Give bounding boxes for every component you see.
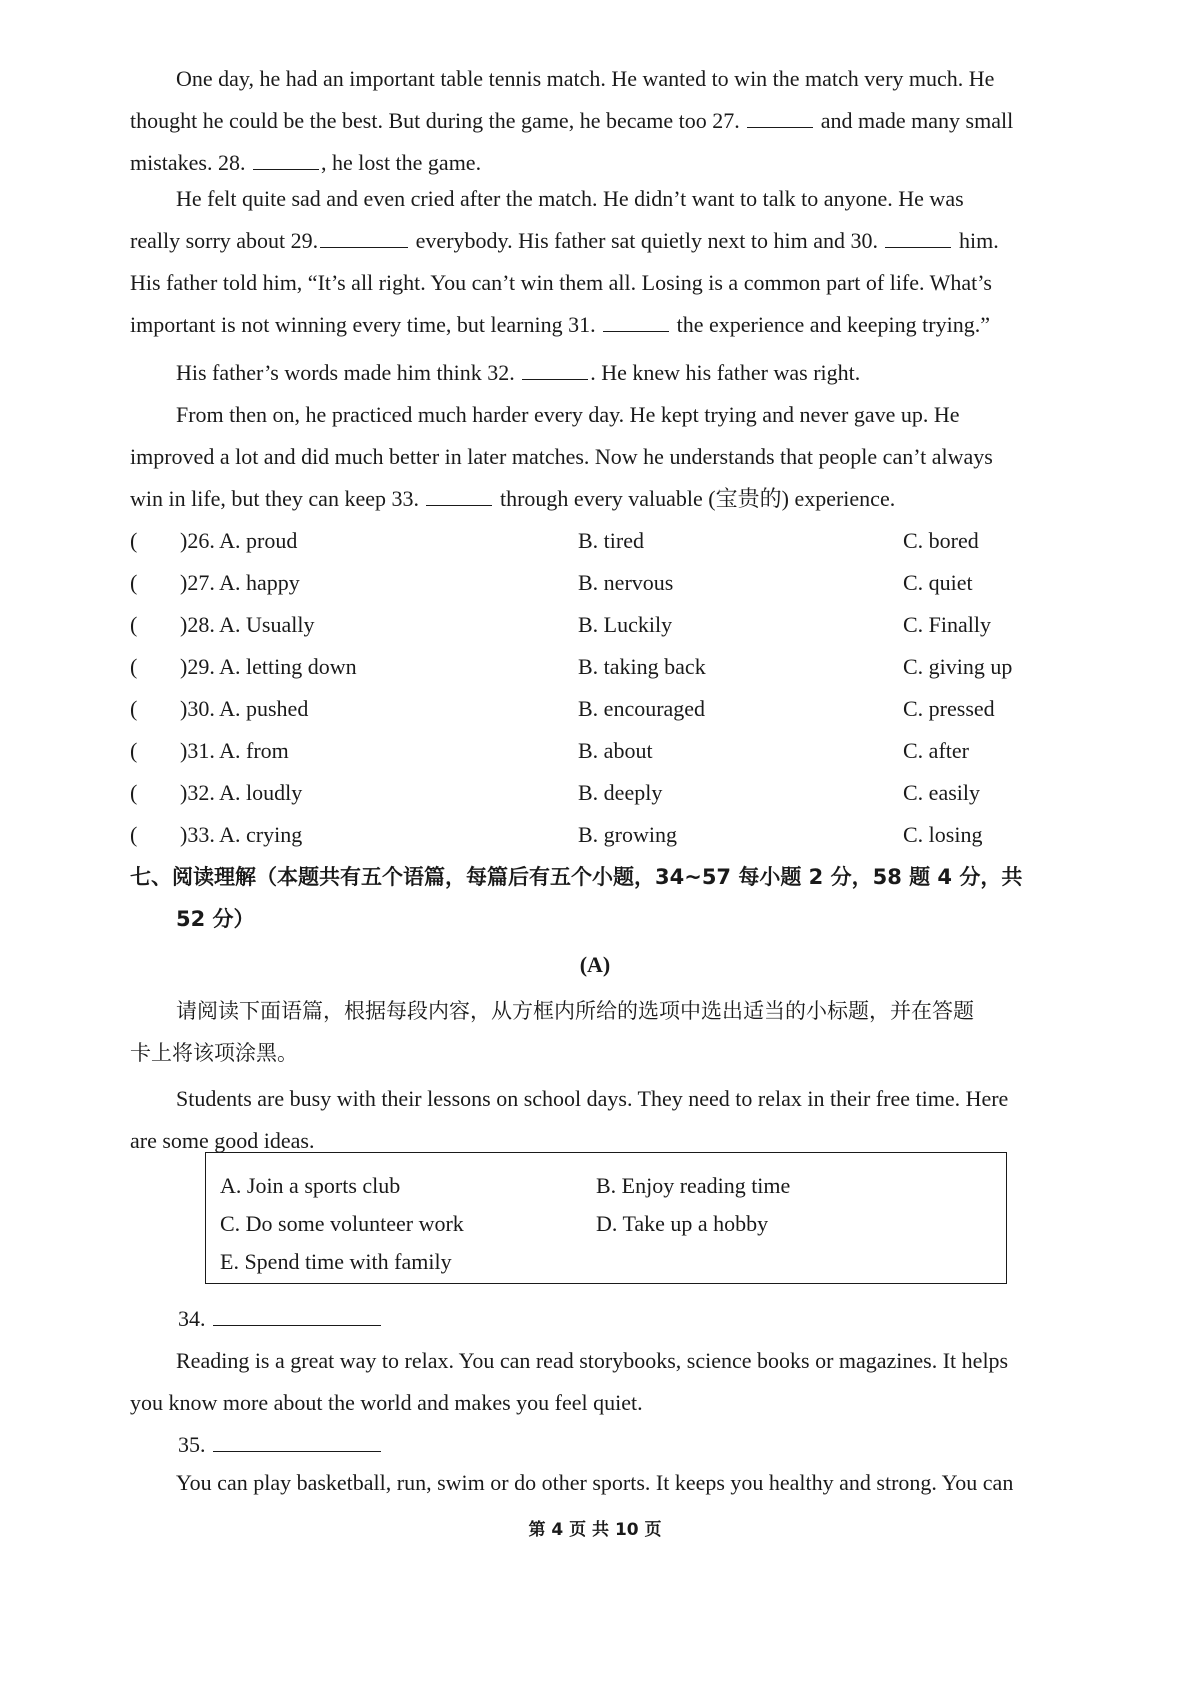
text-segment: and made many small (820, 108, 1014, 133)
text-line: Students are busy with their lessons on school days. They need to relax in their free time. Here (176, 1086, 1009, 1111)
option-b: B. about (578, 738, 653, 763)
text-segment: important is not winning every time, but learning 31. (130, 312, 596, 337)
box-option-c: C. Do some volunteer work (220, 1211, 464, 1236)
text-line: improved a lot and did much better in later matches. Now he understands that people can’t always (130, 444, 993, 469)
text-line: From then on, he practiced much harder every day. He kept trying and never gave up. He (176, 402, 960, 427)
option-b: B. taking back (578, 654, 706, 679)
text-segment: really sorry about 29. (130, 228, 319, 253)
option-row-33 (130, 814, 1090, 856)
text-line: He felt quite sad and even cried after the match. He didn’t want to talk to anyone. He was (176, 186, 964, 211)
passage-paragraph-3 (130, 352, 1065, 394)
answer-blank-32 (522, 378, 588, 380)
passage-paragraph-4 (130, 394, 1065, 520)
answer-paren[interactable]: ( (130, 738, 138, 763)
answer-paren[interactable]: ( (130, 612, 138, 637)
answer-line-34[interactable] (213, 1324, 381, 1326)
answer-paren[interactable]: ( (130, 528, 138, 553)
section-title-cont: 52 分） (176, 907, 255, 931)
answer-blank-30 (885, 246, 951, 248)
option-b: B. tired (578, 528, 644, 553)
instruction-line: 卡上将该项涂黑。 (130, 1041, 298, 1065)
text-line: Reading is a great way to relax. You can read storybooks, science books or magazines. It helps (176, 1348, 1009, 1373)
answer-paren[interactable]: ( (130, 822, 138, 847)
option-a: )26. A. proud (180, 528, 298, 553)
passage-paragraph-2 (130, 178, 1065, 346)
option-row-31 (130, 730, 1090, 772)
option-c: C. bored (903, 528, 979, 553)
option-c: C. Finally (903, 612, 992, 637)
option-row-32 (130, 772, 1090, 814)
option-c: C. pressed (903, 696, 995, 721)
option-c: C. quiet (903, 570, 973, 595)
option-a: )29. A. letting down (180, 654, 357, 679)
option-row-30 (130, 688, 1090, 730)
option-b: B. Luckily (578, 612, 673, 637)
text-line (130, 352, 1065, 394)
text-segment: thought he could be the best. But during the game, he became too 27. (130, 108, 740, 133)
page-footer: 第 4 页 共 10 页 (528, 1520, 662, 1540)
answer-paren[interactable]: ( (130, 654, 138, 679)
paragraph-35 (130, 1462, 1065, 1504)
text-line (130, 220, 1065, 262)
part-heading: (A) (579, 952, 611, 977)
text-line (130, 100, 1065, 142)
answer-paren[interactable]: ( (130, 696, 138, 721)
text-line: you know more about the world and makes you feel quiet. (130, 1390, 643, 1415)
option-a: )28. A. Usually (180, 612, 315, 637)
option-b: B. nervous (578, 570, 674, 595)
text-line (130, 478, 1065, 520)
text-segment: . He knew his father was right. (590, 360, 861, 385)
option-c: C. easily (903, 780, 980, 805)
text-segment: the experience and keeping trying.” (676, 312, 990, 337)
text-line: One day, he had an important table tennis match. He wanted to win the match very much. He (176, 66, 995, 91)
question-number: 35. (178, 1432, 206, 1457)
option-a: )30. A. pushed (180, 696, 309, 721)
option-a: )32. A. loudly (180, 780, 303, 805)
option-b: B. encouraged (578, 696, 706, 721)
option-row-26 (130, 520, 1090, 562)
text-segment: him. (958, 228, 999, 253)
option-a: )33. A. crying (180, 822, 303, 847)
paragraph-34 (130, 1340, 1065, 1424)
heading-options-box (205, 1152, 1007, 1284)
option-c: C. giving up (903, 654, 1013, 679)
answer-paren[interactable]: ( (130, 780, 138, 805)
option-a: )31. A. from (180, 738, 289, 763)
text-segment: , he lost the game. (321, 150, 482, 175)
option-b: B. deeply (578, 780, 663, 805)
text-segment: everybody. His father sat quietly next to him and 30. (415, 228, 878, 253)
instruction-line: 请阅读下面语篇，根据每段内容，从方框内所给的选项中选出适当的小标题，并在答题 (176, 999, 974, 1023)
box-option-b: B. Enjoy reading time (596, 1173, 791, 1198)
answer-blank-29 (320, 246, 408, 248)
box-option-e: E. Spend time with family (220, 1249, 452, 1274)
text-line: are some good ideas. (130, 1128, 315, 1153)
text-segment: win in life, but they can keep 33. (130, 486, 419, 511)
option-row-28 (130, 604, 1090, 646)
passage-paragraph-1 (130, 58, 1065, 184)
box-option-a: A. Join a sports club (220, 1173, 401, 1198)
question-34 (178, 1298, 383, 1340)
intro-paragraph (130, 1078, 1065, 1162)
text-line: You can play basketball, run, swim or do other sports. It keeps you healthy and strong. You can (176, 1470, 1014, 1495)
text-line: His father told him, “It’s all right. You can’t win them all. Losing is a common part of life. What’s (130, 270, 992, 295)
option-c: C. losing (903, 822, 983, 847)
option-row-29 (130, 646, 1090, 688)
answer-blank-31 (603, 330, 669, 332)
option-a: )27. A. happy (180, 570, 300, 595)
section-title: 七、阅读理解（本题共有五个语篇，每篇后有五个小题，34~57 每小题 2 分，58 题 4 分，共 (130, 865, 1023, 889)
answer-blank-33 (426, 504, 492, 506)
question-35 (178, 1424, 383, 1466)
answer-line-35[interactable] (213, 1450, 381, 1452)
question-number: 34. (178, 1306, 206, 1331)
text-segment: mistakes. 28. (130, 150, 246, 175)
answer-blank-28 (253, 168, 319, 170)
text-segment: His father’s words made him think 32. (176, 360, 515, 385)
option-b: B. growing (578, 822, 677, 847)
answer-blank-27 (747, 126, 813, 128)
option-row-27 (130, 562, 1090, 604)
text-segment: through every valuable (宝贵的) experience. (499, 486, 896, 511)
option-c: C. after (903, 738, 969, 763)
box-option-d: D. Take up a hobby (596, 1211, 769, 1236)
answer-paren[interactable]: ( (130, 570, 138, 595)
text-line (130, 304, 1065, 346)
